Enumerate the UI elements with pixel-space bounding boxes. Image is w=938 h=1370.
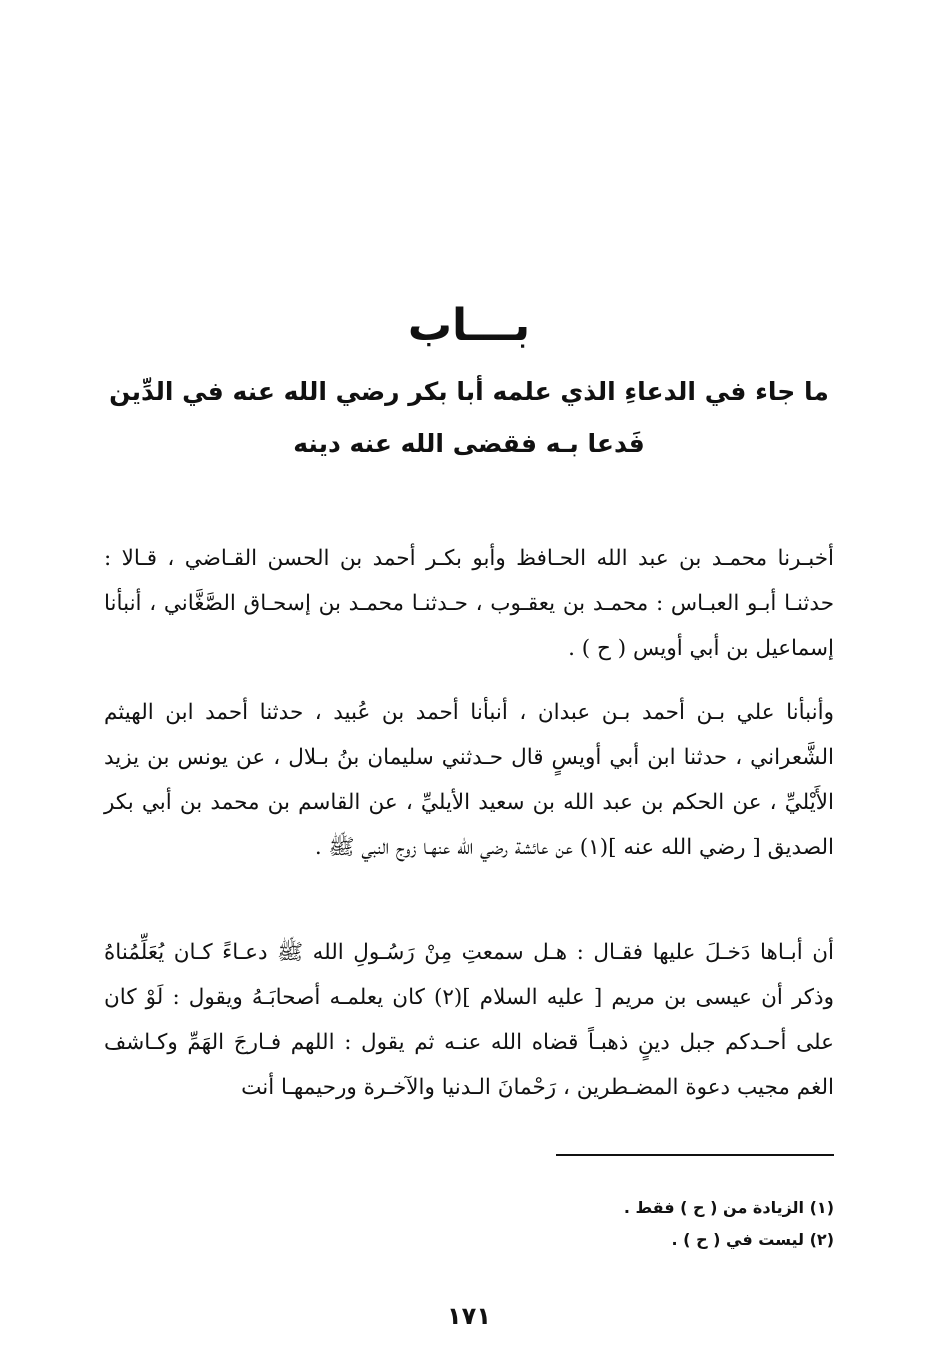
footnotes <box>104 1192 834 1256</box>
paragraph-3: أن أبـاها دَخـلَ عليها فقـال : هـل سمعتِ مِنْ رَسُـولِ الله ﷺ دعـاءً كـان يُعَلِّمُناهُ وذكر أن عيسى بن مريم [ عليه السلام ](٢) كان يعلمـه أصحابَـهُ ويقول : لَوْ كان على أحـدكم جبل دينٍ ذهبـاً قضاه الله عنـه ثم يقول : اللهم فـارجَ الهَمِّ وكـاشف الغم مجيب دعوة المضـطرين ، رَحْمانَ الـدنيا والآخـرة ورحيمهـا أنت <box>104 940 834 1100</box>
chapter-title: بـــاب <box>407 300 531 351</box>
paragraph-1: أخبـرنا محمـد بن عبد الله الحـافظ وأبو بكـر أحمد بن الحسن القـاضي ، قـالا : حدثنـا أبـو العبـاس : محمـد بن يعقـوب ، حـدثنـا محمـد بن إسحـاق الصَّغَّاني ، أنبأنا إسماعيل بن أبي أويس ( ح ) . <box>104 546 834 661</box>
paragraph-2: وأنبأنا علي بـن أحمد بـن عبدان ، أنبأنا أحمد بن عُبيد ، حدثنا أحمد ابن الهيثم الشَّعراني ، حدثنا ابن أبي أويسٍ قال حـدثني سليمان بنُ بـلال ، عن يونس بن يزيد الأَيْليِّ ، عن الحكم بن عبد الله بن سعيد الأيليِّ ، عن القاسم بن محمد بن أبي بكر الصديق [ رضي الله عنه ](١) عن عائشة رضي الله عنهـا زوج النبي ﷺ . <box>104 700 834 860</box>
page-number: ١٧١ <box>447 1302 491 1330</box>
footnote-2: (٢) ليست في ( ح ) . <box>671 1230 834 1249</box>
footnote-1: (١) الزيادة من ( ح ) فقط . <box>623 1198 834 1217</box>
chapter-subtitle: ما جاء في الدعاءِ الذي علمه أبا بكر رضي الله عنه في الدِّين فَدعا بـه فقضى الله عنه دينه <box>109 377 829 458</box>
footnote-divider <box>556 1154 834 1156</box>
